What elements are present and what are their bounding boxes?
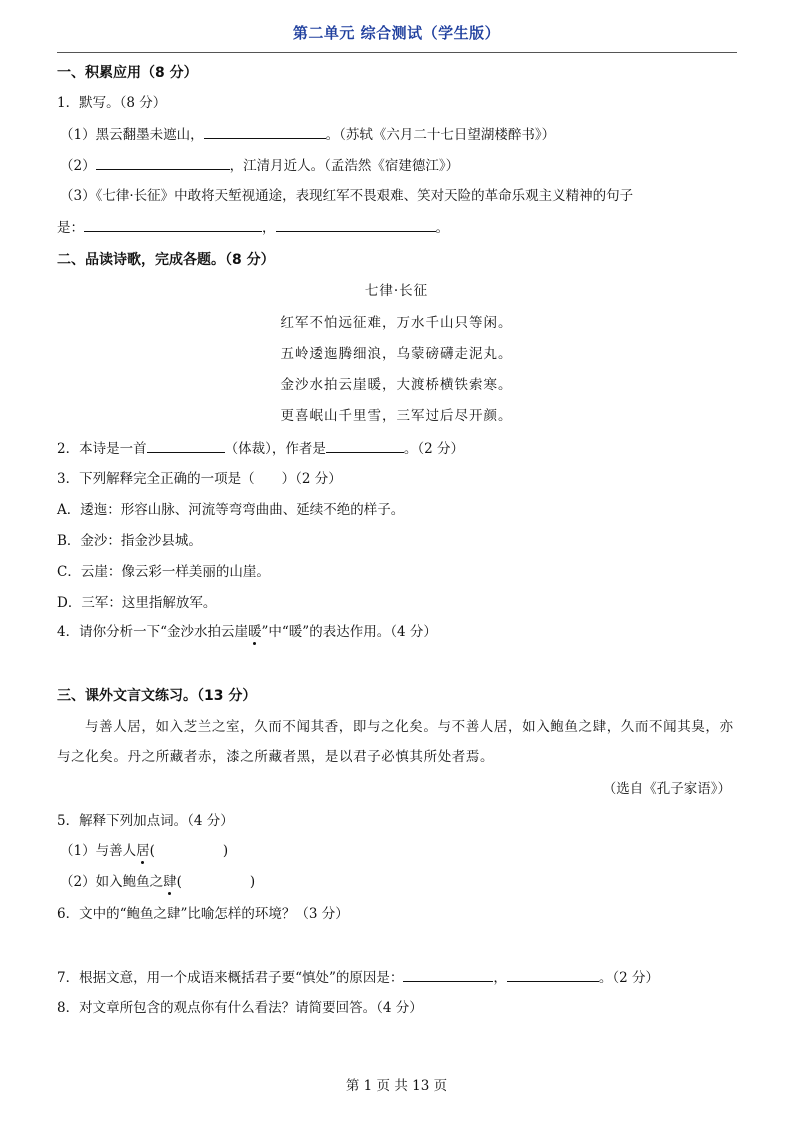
page-footer: 第 1 页 共 13 页 [345,1078,448,1094]
question-7 [57,967,659,988]
question-5: 5．解释下列加点词。（4 分） [57,813,234,829]
answer-blank[interactable] [96,155,230,170]
question-2-text: 2．本诗是一首 [57,441,147,457]
open-paren: ( [176,874,182,890]
comma: ， [262,220,276,236]
dotted-character: 肆 [163,874,177,890]
answer-blank[interactable] [276,217,436,232]
close-paren: ) [222,843,229,859]
question-5-2-text: （2）如入鲍鱼之 [60,874,164,890]
question-1-1 [60,124,555,145]
dotted-character: 暖 [248,624,262,640]
question-7-text: 7．根据文意，用一个成语来概括君子要“慎处”的原因是： [57,970,404,986]
question-1-3-label: 是： [57,220,84,236]
answer-blank[interactable] [147,438,225,453]
option-c: C．云崖：像云彩一样美丽的山崖。 [57,564,270,580]
passage-source: （选自《孔子家语》） [602,781,731,797]
page-header-title: 第二单元 综合测试（学生版） [292,24,501,42]
option-a: A．逶迤：形容山脉、河流等弯弯曲曲、延续不绝的样子。 [57,502,405,518]
question-5-1 [60,841,228,861]
period: 。 [435,220,449,236]
answer-blank[interactable] [84,217,262,232]
question-4-text-b: ”中“暖”的表达作用。（4 分） [261,624,437,640]
poem-line: 红军不怕远征难，万水千山只等闲。 [280,315,513,331]
answer-blank[interactable] [403,967,493,982]
option-d: D．三军：这里指解放军。 [57,595,217,611]
question-7-points: 。（2 分） [598,970,660,986]
open-paren: ( [149,843,155,859]
question-4-text: 4．请你分析一下“金沙水拍云崖 [57,624,248,640]
question-3: 3．下列解释完全正确的一项是（ ）（2 分） [57,471,342,487]
question-8: 8．对文章所包含的观点你有什么看法？请简要回答。（4 分） [57,1000,423,1016]
question-1-3: （3）《七律·长征》中敢将天堑视通途，表现红军不畏艰难、笑对天险的革命乐观主义精神的句子 [60,188,634,204]
poem-title: 七律·长征 [364,283,429,299]
poem-line: 金沙水拍云崖暖，大渡桥横铁索寒。 [280,377,513,393]
poem-line: 五岭逶迤腾细浪，乌蒙磅礴走泥丸。 [280,346,513,362]
option-b: B．金沙：指金沙县城。 [57,533,202,549]
dotted-character: 居 [136,843,150,859]
question-1: 1．默写。（8 分） [57,95,167,111]
comma: ， [493,970,507,986]
question-1-1-text: （1）黑云翻墨未遮山， [60,127,204,143]
poem-line: 更喜岷山千里雪，三军过后尽开颜。 [280,408,513,424]
question-1-2-text: ，江清月近人。（孟浩然《宿建德江》） [229,158,460,174]
question-1-1-source: 。（苏轼《六月二十七日望湖楼醉书》） [325,127,556,143]
question-2-points: 。（2 分） [403,441,464,457]
answer-blank[interactable] [326,438,404,453]
classical-passage: 与善人居，如入芝兰之室，久而不闻其香，即与之化矣。与不善人居，如入鲍鱼之肆，久而不闻其臭，亦与之化矣。丹之所藏者赤，漆之所藏者黑，是以君子必慎其所处者焉。 [57,719,734,765]
question-5-1-text: （1）与善人 [60,843,137,859]
question-1-2 [60,155,459,176]
header-divider [57,52,737,53]
section-1-title: 一、积累应用（8 分） [57,65,198,81]
question-2-text-b: （体裁），作者是 [224,441,326,457]
question-5-2 [60,872,255,892]
answer-blank[interactable] [507,967,599,982]
section-3-title: 三、课外文言文练习。（13 分） [57,688,257,704]
section-2-title: 二、品读诗歌，完成各题。（8 分） [57,252,275,268]
question-6: 6．文中的“鲍鱼之肆”比喻怎样的环境？（3 分） [57,906,349,922]
question-2 [57,438,464,459]
question-4 [57,622,437,642]
answer-blank[interactable] [204,124,326,139]
question-1-3-answer [57,217,449,238]
question-1-2-num: （2） [60,158,96,174]
close-paren: ) [249,874,256,890]
